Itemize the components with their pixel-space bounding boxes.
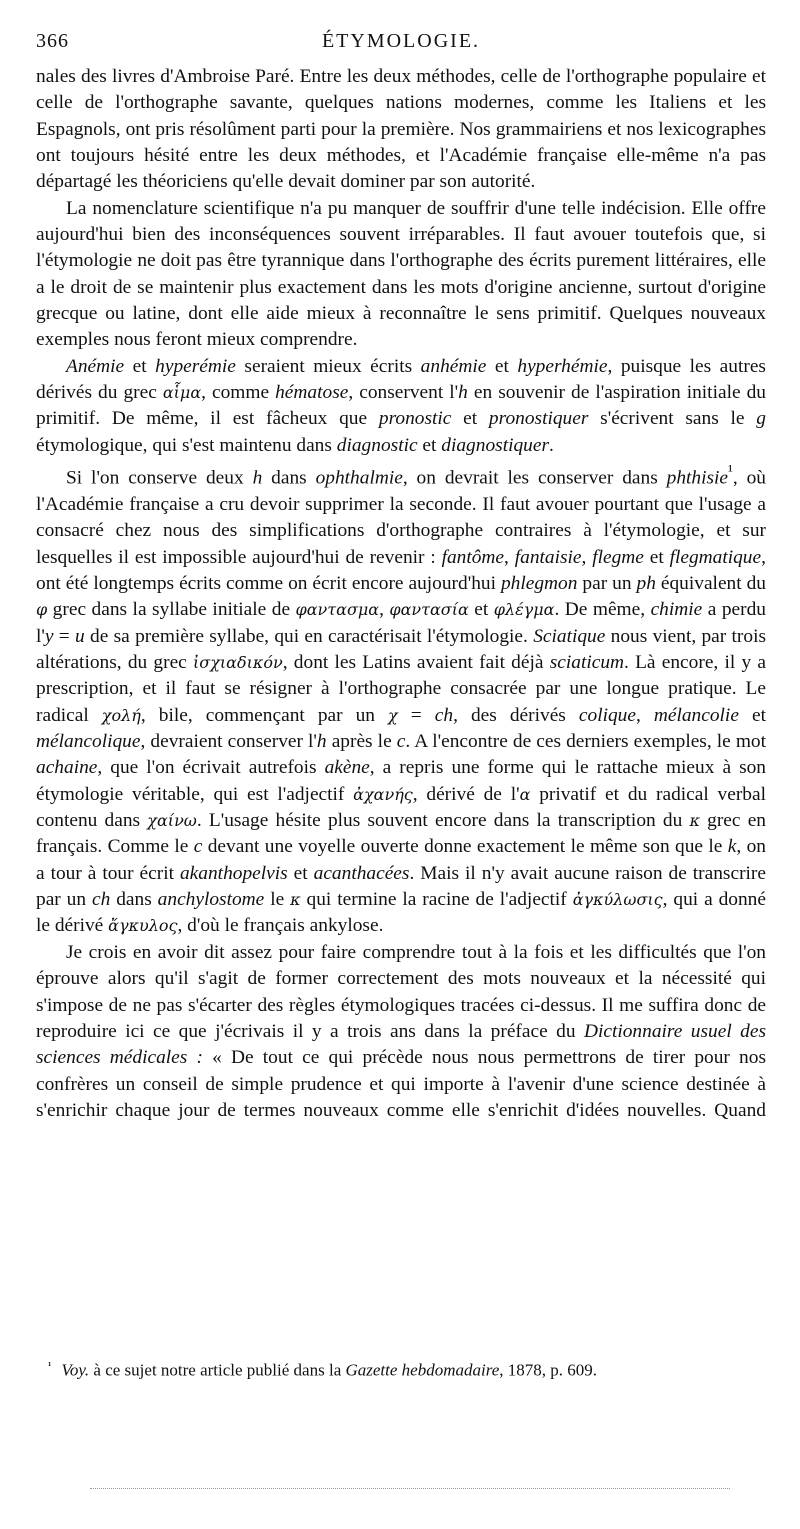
italic-term: achaine bbox=[36, 757, 98, 779]
text-run: , d'où le français ankylose. bbox=[177, 915, 384, 937]
footnote-mark: ¹ bbox=[48, 1360, 52, 1372]
text-run: , bbox=[379, 599, 390, 621]
text-run: a perdu l' bbox=[36, 599, 766, 647]
italic-term: flegmatique bbox=[669, 546, 762, 568]
italic-term: anhémie bbox=[420, 355, 487, 377]
footnote bbox=[48, 1355, 768, 1382]
text-run: , des dérivés bbox=[453, 704, 579, 726]
text-run: et bbox=[738, 704, 766, 726]
text-run: , qui a donné le dérivé bbox=[36, 889, 766, 937]
text-run: « De tout ce qui précède nous nous permettrons de tirer pour nos confrères un conseil de simple prudence et qui importe à l'avenir d'une science destinée à s'enrichir chaque jour de termes nouveaux comme elle s'enrichit d'idées nouvelles. Quand bbox=[36, 1047, 766, 1121]
text-run: , 1878, p. 609. bbox=[499, 1360, 597, 1380]
italic-term: mélancolique bbox=[36, 731, 141, 753]
text-run: nous vient, par trois altérations, du grec bbox=[36, 625, 767, 674]
page-number: 366 bbox=[36, 30, 69, 52]
greek-word: α bbox=[519, 784, 531, 804]
text-run: Si l'on conserve deux bbox=[66, 467, 253, 489]
footnote-ref: ¹ bbox=[728, 463, 733, 481]
italic-term: flegme bbox=[592, 546, 644, 568]
text-run: et bbox=[643, 546, 670, 568]
italic-term: anchylostome bbox=[157, 889, 265, 911]
bottom-rule bbox=[90, 1488, 730, 1489]
text-run: , on a tour à tour écrit bbox=[36, 836, 766, 884]
paragraph-3 bbox=[36, 354, 766, 459]
text-run: étymologique, qui s'est maintenu dans bbox=[36, 434, 337, 456]
italic-term: h bbox=[316, 731, 327, 753]
greek-word: ἰσχιαδικόν bbox=[193, 653, 283, 673]
text-run: , bbox=[504, 546, 515, 568]
italic-term: pronostiquer bbox=[488, 408, 589, 430]
text-run: à ce sujet notre article publié dans la bbox=[89, 1360, 346, 1380]
italic-term: fantaisie bbox=[514, 546, 582, 568]
italic-term: Anémie bbox=[66, 355, 125, 377]
paragraph-4 bbox=[36, 459, 766, 940]
text-run: , a repris une forme qui le rattache mieux à son étymologie véritable, qui est l'adjectif bbox=[36, 757, 767, 805]
text-run: qui termine la racine de l'adjectif bbox=[300, 889, 573, 911]
body-text bbox=[36, 64, 766, 1124]
greek-word: χ bbox=[388, 705, 398, 725]
text-run: et bbox=[468, 599, 494, 621]
text-run: par un bbox=[577, 573, 637, 594]
italic-term: pronostic bbox=[378, 408, 452, 430]
italic-term: y bbox=[44, 625, 54, 647]
greek-word: φλέγμα bbox=[493, 600, 555, 620]
text-run: , bbox=[581, 546, 593, 568]
greek-word: φαντασμα bbox=[295, 600, 380, 620]
italic-term: h bbox=[252, 467, 263, 489]
running-title: ÉTYMOLOGIE. bbox=[321, 30, 481, 52]
text-run: grec dans la syllabe initiale de bbox=[47, 599, 296, 621]
italic-term: ophthalmie bbox=[315, 467, 403, 489]
text-run: , ont été longtemps écrits comme on écrit encore aujourd'hui bbox=[36, 546, 766, 594]
text-run: , conservent l' bbox=[348, 382, 459, 404]
text-run: privatif et du radical verbal contenu dans bbox=[36, 783, 766, 832]
text-run: , on devrait les conserver dans bbox=[402, 467, 667, 489]
text-run: seraient mieux écrits bbox=[235, 355, 421, 377]
greek-word: χολή bbox=[101, 705, 141, 725]
text-run: et bbox=[417, 434, 442, 456]
text-run: dans bbox=[110, 889, 158, 911]
italic-term: ch bbox=[91, 889, 111, 911]
italic-term: c bbox=[396, 731, 406, 753]
greek-word: ἄγκυλος bbox=[108, 916, 178, 936]
text-run: . A l'encontre de ces derniers exemples, le mot bbox=[405, 731, 767, 753]
text-run: dans bbox=[262, 467, 316, 489]
text-run: . De même, bbox=[554, 599, 651, 621]
text-run: . L'usage hésite plus souvent encore dans la transcription du bbox=[196, 810, 690, 832]
italic-term: Voy. bbox=[61, 1360, 90, 1380]
paragraph-2: La nomenclature scientifique n'a pu manquer de souffrir d'une telle indécision. Elle offre aujourd'hui bien des inconséquences souvent irréparables. Il faut avouer toutefois que, si l'étymologie ne doit pas être tyrannique dans l'orthographe des écrits purement littéraires, elle a le droit de se maintenir plus exactement dans les mots d'origine ancienne, surtout d'origine grecque ou latine, dont elle aide mieux à reconnaître le sens primitif. Quelques nouveaux exemples nous feront mieux comprendre. bbox=[36, 197, 766, 351]
italic-term: Gazette hebdomadaire bbox=[345, 1360, 500, 1380]
italic-term: k bbox=[727, 836, 737, 858]
text-run: devant une voyelle ouverte donne exactement le même son que le bbox=[202, 836, 728, 858]
text-run: le bbox=[264, 889, 291, 911]
text-run: s'écrivent sans le bbox=[588, 408, 757, 430]
text-run: et bbox=[124, 355, 156, 377]
greek-word: φαντασία bbox=[389, 600, 469, 620]
italic-term: chimie bbox=[650, 599, 703, 621]
text-run: , puisque les autres dérivés du grec bbox=[36, 355, 766, 404]
italic-term: hyperhémie bbox=[517, 355, 608, 377]
greek-word: ἀχανής bbox=[353, 784, 413, 804]
text-run: grec en français. Comme le bbox=[36, 810, 766, 858]
text-run: , bbox=[635, 704, 654, 726]
italic-term: acanthacées bbox=[313, 862, 410, 884]
italic-term: phlegmon bbox=[500, 573, 578, 594]
greek-word: χαίνω bbox=[147, 811, 197, 831]
italic-term: Dictionnaire usuel des sciences médicales : bbox=[36, 1020, 766, 1069]
italic-term: diagnostic bbox=[336, 434, 418, 456]
greek-word: αἷμα bbox=[162, 383, 202, 403]
italic-term: h bbox=[458, 382, 468, 404]
text-run: et bbox=[451, 408, 489, 430]
italic-term: Sciatique bbox=[533, 625, 606, 647]
text-run: et bbox=[287, 862, 314, 884]
italic-term: akanthopelvis bbox=[179, 862, 288, 884]
text-run: , où l'Académie française a cru devoir supprimer la seconde. Il faut avouer pourtant que l'usage a consacré chez nous des simplifications d'orthographe contraires à l'étymologie, et sur lesquelles il est impossible aujourd'hui de revenir : bbox=[36, 467, 766, 568]
paragraph-1: nales des livres d'Ambroise Paré. Entre les deux méthodes, celle de l'orthographe populaire et celle de l'orthographe savante, quelques nations modernes, comme les Italiens et les Espagnols, ont pris résolûment parti pour la première. Nos grammairiens et nos lexicographes ont toujours hésité entre les deux méthodes, et l'Académie française elle-même n'a pas départagé les théoriciens qu'elle devait dominer par son autorité. bbox=[36, 66, 766, 193]
greek-word: ἀγκύλωσις bbox=[572, 890, 663, 910]
italic-term: akène bbox=[324, 757, 370, 779]
text-run: , dérivé de l' bbox=[412, 783, 520, 805]
italic-term: g bbox=[756, 408, 766, 430]
italic-term: colique bbox=[578, 704, 636, 726]
text-run: . bbox=[549, 434, 554, 456]
text-run: après le bbox=[326, 731, 397, 753]
page-header bbox=[36, 30, 766, 56]
text-run: , comme bbox=[201, 382, 276, 404]
text-run: , devraient conserver l' bbox=[140, 731, 317, 753]
text-run: , que l'on écrivait autrefois bbox=[97, 757, 325, 779]
italic-term: fantôme bbox=[441, 546, 505, 568]
italic-term: sciaticum bbox=[549, 652, 625, 674]
footnote-text bbox=[61, 1361, 597, 1380]
text-run: et bbox=[486, 355, 518, 377]
text-run: , bile, commençant par un bbox=[140, 704, 389, 726]
paragraph-5 bbox=[36, 940, 766, 1124]
text-run: équivalent du bbox=[655, 573, 766, 594]
text-run: de sa première syllabe, qui en caractérisait l'étymologie. bbox=[84, 625, 534, 647]
italic-term: mélancolie bbox=[653, 704, 739, 726]
italic-term: phthisie bbox=[666, 467, 729, 489]
greek-word: κ bbox=[290, 890, 301, 910]
italic-term: hématose bbox=[275, 382, 349, 404]
text-run: , dont les Latins avaient fait déjà bbox=[282, 652, 550, 674]
text-run: en souvenir de l'aspiration initiale du primitif. De même, il est fâcheux que bbox=[36, 382, 766, 430]
italic-term: c bbox=[193, 836, 203, 858]
text-run: Je crois en avoir dit assez pour faire comprendre tout à la fois et les difficultés que l'on éprouve alors qu'il s'agit de former correctement des mots nouveaux et la nécessité qui s'impose de ne pas s'écarter des règles étymologiques tracées ci-dessus. Il me suffira donc de reproduire ici ce que j'écrivais il y a trois ans dans la préface du bbox=[36, 941, 766, 1042]
text-run: = bbox=[53, 625, 76, 647]
text-run: = bbox=[397, 704, 435, 726]
italic-term: u bbox=[75, 625, 85, 647]
greek-word: κ bbox=[689, 811, 700, 831]
text-run: . Mais il n'y avait aucune raison de transcrire par un bbox=[36, 862, 766, 911]
italic-term: ph bbox=[636, 573, 656, 594]
italic-term: ch bbox=[434, 704, 454, 726]
greek-word: φ bbox=[36, 600, 48, 620]
italic-term: diagnostiquer bbox=[441, 434, 550, 456]
text-run: . Là encore, il y a prescription, et il faut se résigner à l'orthographe consacrée par une longue pratique. Le radical bbox=[36, 652, 766, 726]
italic-term: hyperémie bbox=[155, 355, 236, 377]
